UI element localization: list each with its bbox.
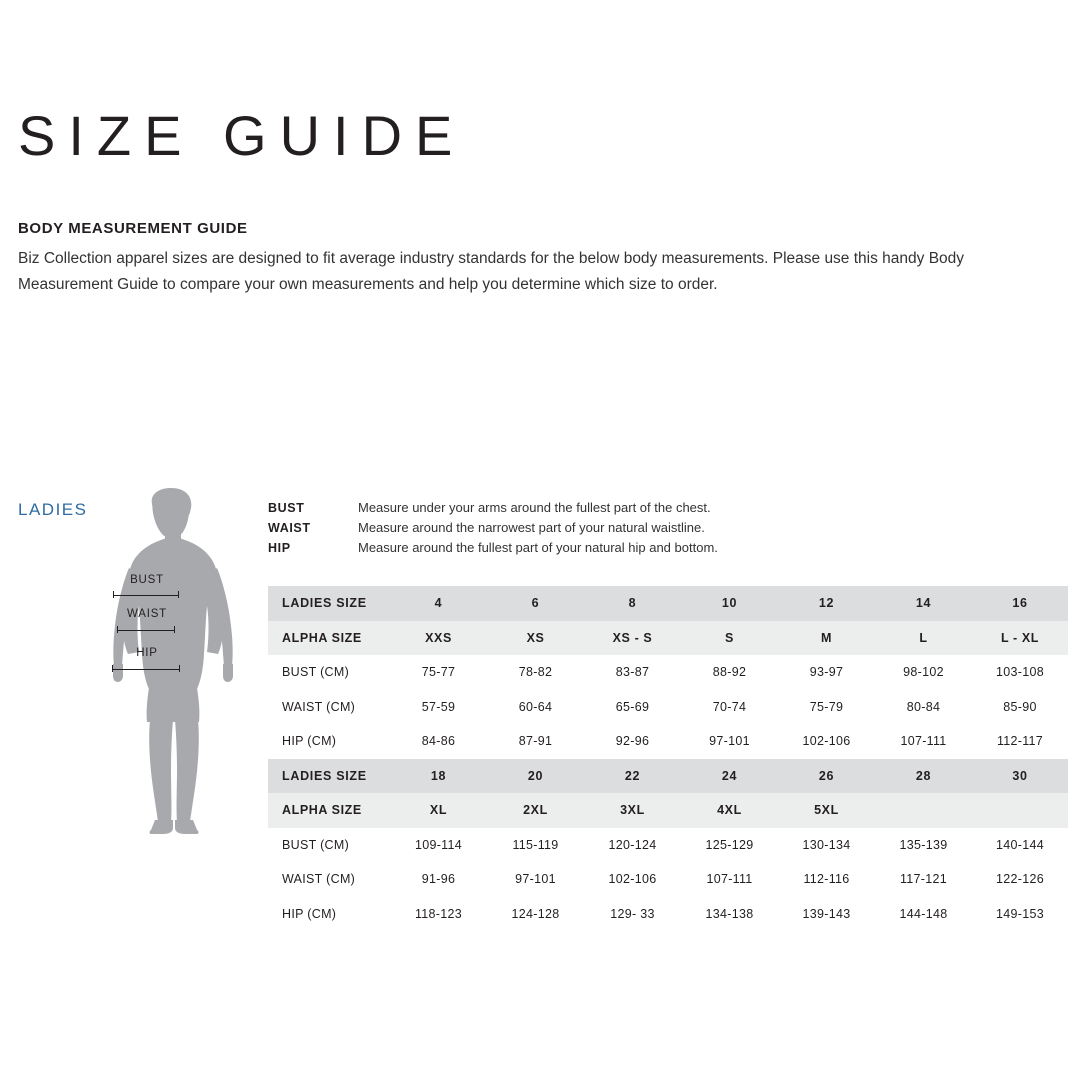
cell: 120-124	[584, 828, 681, 863]
cell: S	[681, 621, 778, 656]
row-label: WAIST (CM)	[268, 690, 390, 725]
cell: 57-59	[390, 690, 487, 725]
waist-measure-cap-right	[174, 626, 175, 633]
cell: 10	[681, 586, 778, 621]
cell: 5XL	[778, 793, 875, 828]
female-body-figure	[95, 488, 255, 838]
cell: 98-102	[875, 655, 972, 690]
cell: 18	[390, 759, 487, 794]
hip-measure-line	[112, 669, 180, 670]
cell: 8	[584, 586, 681, 621]
cell: L - XL	[972, 621, 1068, 656]
definition-row	[268, 540, 1058, 555]
table-row-waist-1	[268, 690, 1068, 725]
waist-measure-cap-left	[117, 626, 118, 633]
table-row-hip-1	[268, 724, 1068, 759]
bust-measure-line	[113, 595, 179, 596]
cell: 118-123	[390, 897, 487, 932]
table-row-hip-2	[268, 897, 1068, 932]
cell: 125-129	[681, 828, 778, 863]
cell: 112-117	[972, 724, 1068, 759]
cell: 92-96	[584, 724, 681, 759]
page-title: SIZE GUIDE	[18, 104, 466, 167]
cell: 102-106	[584, 862, 681, 897]
cell: 124-128	[487, 897, 584, 932]
definition-row	[268, 500, 1058, 515]
cell: M	[778, 621, 875, 656]
cell: 135-139	[875, 828, 972, 863]
cell: 112-116	[778, 862, 875, 897]
cell: 130-134	[778, 828, 875, 863]
cell: XS - S	[584, 621, 681, 656]
definition-term: BUST	[268, 501, 305, 515]
cell: 134-138	[681, 897, 778, 932]
cell: 122-126	[972, 862, 1068, 897]
row-label: BUST (CM)	[268, 828, 390, 863]
cell: 3XL	[584, 793, 681, 828]
table-row-ladies-size-2	[268, 759, 1068, 794]
cell: XL	[390, 793, 487, 828]
measurement-definitions	[268, 500, 1058, 560]
hip-measure-cap-right	[179, 665, 180, 672]
row-label: ALPHA SIZE	[268, 621, 390, 656]
table-row-bust-2	[268, 828, 1068, 863]
cell: 87-91	[487, 724, 584, 759]
waist-measure-line	[117, 630, 175, 631]
cell: 91-96	[390, 862, 487, 897]
bust-measure-cap-right	[178, 591, 179, 598]
table-row-waist-2	[268, 862, 1068, 897]
bust-measure-cap-left	[113, 591, 114, 598]
row-label: ALPHA SIZE	[268, 793, 390, 828]
row-label: LADIES SIZE	[268, 759, 390, 794]
cell: 30	[972, 759, 1068, 794]
cell: 4XL	[681, 793, 778, 828]
row-label: HIP (CM)	[268, 897, 390, 932]
row-label: BUST (CM)	[268, 655, 390, 690]
cell: 4	[390, 586, 487, 621]
cell: 129- 33	[584, 897, 681, 932]
cell: XS	[487, 621, 584, 656]
table-row-alpha-size-1	[268, 621, 1068, 656]
cell: 139-143	[778, 897, 875, 932]
table-row-bust-1	[268, 655, 1068, 690]
table-row-ladies-size-1	[268, 586, 1068, 621]
cell: 12	[778, 586, 875, 621]
cell: 2XL	[487, 793, 584, 828]
cell: 14	[875, 586, 972, 621]
cell: 93-97	[778, 655, 875, 690]
cell: 107-111	[681, 862, 778, 897]
definition-row	[268, 520, 1058, 535]
ladies-section-label: LADIES	[18, 500, 88, 519]
cell: L	[875, 621, 972, 656]
bust-marker-label: BUST	[130, 574, 164, 586]
cell: 140-144	[972, 828, 1068, 863]
cell: 75-79	[778, 690, 875, 725]
cell: 85-90	[972, 690, 1068, 725]
cell: 109-114	[390, 828, 487, 863]
cell: 20	[487, 759, 584, 794]
definition-description: Measure around the fullest part of your natural hip and bottom.	[358, 540, 718, 555]
cell: 60-64	[487, 690, 584, 725]
waist-marker-label: WAIST	[127, 608, 167, 620]
cell: 83-87	[584, 655, 681, 690]
cell	[875, 793, 972, 828]
cell: 80-84	[875, 690, 972, 725]
cell	[972, 793, 1068, 828]
cell: 117-121	[875, 862, 972, 897]
table-row-alpha-size-2	[268, 793, 1068, 828]
cell: 16	[972, 586, 1068, 621]
definition-term: WAIST	[268, 521, 311, 535]
cell: 88-92	[681, 655, 778, 690]
cell: 107-111	[875, 724, 972, 759]
cell: 84-86	[390, 724, 487, 759]
row-label: WAIST (CM)	[268, 862, 390, 897]
female-silhouette-icon	[95, 488, 255, 838]
cell: 78-82	[487, 655, 584, 690]
cell: 24	[681, 759, 778, 794]
row-label: LADIES SIZE	[268, 586, 390, 621]
cell: 22	[584, 759, 681, 794]
cell: 75-77	[390, 655, 487, 690]
intro-paragraph: Biz Collection apparel sizes are designed to fit average industry standards for the below body measurements. Please use this handy Body Measurement Guide to compare your own measurements and help you determine which size to order.	[18, 250, 965, 293]
row-label: HIP (CM)	[268, 724, 390, 759]
definition-term: HIP	[268, 541, 291, 555]
hip-measure-cap-left	[112, 665, 113, 672]
cell: 97-101	[487, 862, 584, 897]
ladies-size-table	[268, 586, 1068, 931]
cell: 6	[487, 586, 584, 621]
cell: 102-106	[778, 724, 875, 759]
cell: 115-119	[487, 828, 584, 863]
hip-marker-label: HIP	[136, 647, 158, 659]
cell: XXS	[390, 621, 487, 656]
cell: 26	[778, 759, 875, 794]
definition-description: Measure around the narrowest part of your natural waistline.	[358, 520, 705, 535]
section-subheading: BODY MEASUREMENT GUIDE	[18, 220, 248, 237]
cell: 97-101	[681, 724, 778, 759]
cell: 144-148	[875, 897, 972, 932]
cell: 149-153	[972, 897, 1068, 932]
cell: 65-69	[584, 690, 681, 725]
definition-description: Measure under your arms around the fullest part of the chest.	[358, 500, 711, 515]
cell: 103-108	[972, 655, 1068, 690]
cell: 70-74	[681, 690, 778, 725]
cell: 28	[875, 759, 972, 794]
